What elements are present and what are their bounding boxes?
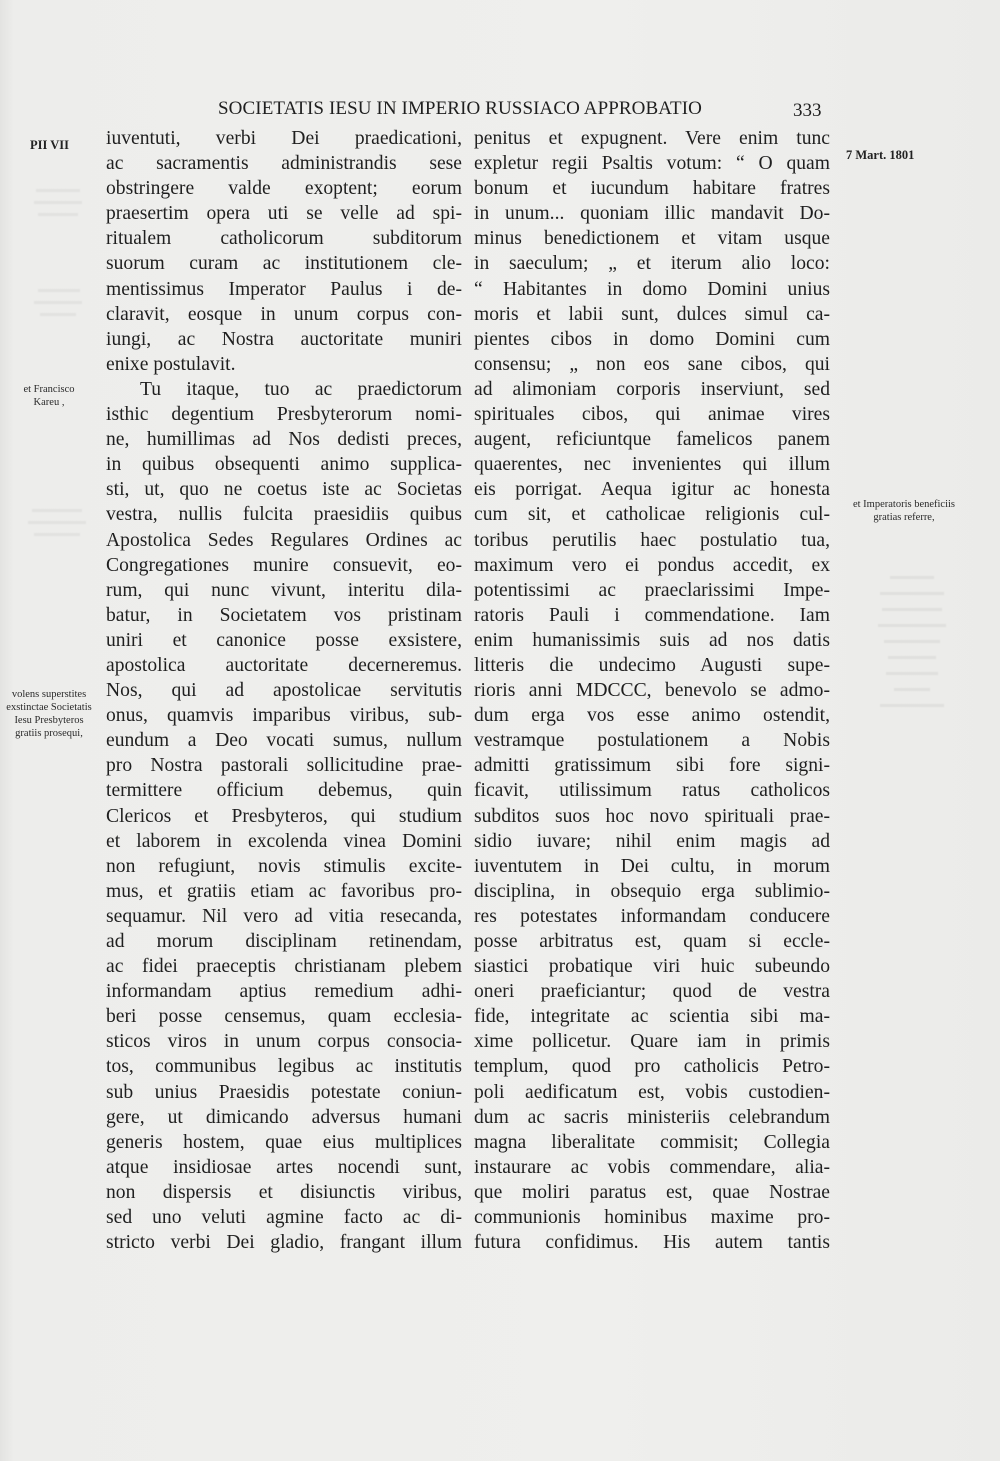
left-margin-head: PII VII — [30, 138, 70, 152]
text-line: litteris die undecimo Augusti supe- — [474, 654, 830, 676]
text-line: sticos viros in unum corpus consocia- — [106, 1031, 462, 1053]
text-line: ad morum disciplinam retinendam, — [106, 931, 462, 952]
margin-note-volens: volens superstites exstinctae Societatis Iesu Presbyteros gratiis prosequi, — [6, 689, 92, 739]
text-line: enim humanissimis suis ad nos datis — [474, 629, 830, 651]
text-line: admitti gratissimum sibi fore signi- — [474, 755, 830, 777]
text-line: uniri et canonice posse exsistere, — [106, 629, 462, 651]
text-line: non dispersis et disiunctis viribus, — [106, 1181, 462, 1203]
text-line: potentissimi ac praeclarissimi Impe- — [474, 579, 830, 601]
text-line: “ Habitantes in domo Domini unius — [474, 278, 830, 300]
text-line: obstringere valde exoptent; eorum — [106, 178, 462, 200]
text-line: Congregationes munire consuevit, eo- — [106, 554, 462, 576]
show-through-mark — [28, 285, 88, 325]
show-through-mark — [872, 570, 952, 740]
text-line: consensu; „ non eos sane cibos, qui — [474, 353, 830, 375]
text-line: dum ac sacris ministeriis celebrandum — [474, 1106, 830, 1128]
text-line: cum sit, et catholicae religionis cul- — [474, 504, 830, 526]
text-line: expletur regii Psaltis votum: “ O quam — [474, 153, 830, 175]
text-line: eundum a Deo vocati sumus, nullum — [106, 730, 462, 752]
text-line: in unum... quoniam illic mandavit Do- — [474, 203, 830, 225]
text-line: eis porrigat. Aequa igitur ac honesta — [474, 479, 830, 501]
text-line: moris et labii sunt, dulces simul ca- — [474, 303, 830, 325]
show-through-mark — [24, 505, 90, 549]
text-line: suorum curam ac institutionem cle- — [106, 253, 462, 275]
right-text-column — [474, 126, 830, 1255]
text-line: spirituales cibos, qui animae vires — [474, 404, 830, 426]
text-line: Tu itaque, tuo ac praedictorum — [140, 378, 462, 400]
text-line: pientes cibos in domo Domini cum — [474, 328, 830, 350]
text-line: enixe postulavit. — [106, 353, 236, 375]
text-line: iungi, ac Nostra auctoritate muniri — [106, 328, 462, 350]
text-line: et laborem in excolenda vinea Domini — [106, 830, 462, 852]
text-line: penitus et expugnent. Vere enim tunc — [474, 128, 830, 149]
text-line: disciplina, in obsequio erga sublimio- — [474, 880, 830, 902]
text-line: mus, et gratiis etiam ac favoribus pro- — [106, 880, 462, 902]
text-line: dum erga vos esse animo ostendit, — [474, 705, 830, 727]
text-line: generis hostem, quae eius multiplices — [106, 1131, 462, 1153]
text-line: minus benedictionem et vitam usque — [474, 228, 830, 250]
text-line: rum, qui nunc vivunt, interitu dila- — [106, 579, 462, 601]
text-line: in saeculum; „ et iterum alio loco: — [474, 253, 830, 275]
text-line: augent, reficiuntque famelicos panem — [474, 429, 830, 451]
text-line: atque insidiosae artes nocendi sunt, — [106, 1156, 462, 1178]
text-line: ratoris Pauli i commendatione. Iam — [474, 604, 830, 626]
text-line: sed uno veluti agmine facto ac di- — [106, 1207, 462, 1229]
text-line: stricto verbi Dei gladio, frangant illum — [106, 1232, 462, 1254]
text-line: vestra, nullis fulcita praesidiis quibus — [106, 504, 462, 526]
text-line: informandam aptius remedium adhi- — [106, 981, 462, 1003]
text-line: ficavit, utilissimum ratus catholicos — [474, 780, 830, 802]
text-line: Apostolica Sedes Regulares Ordines ac — [106, 529, 462, 551]
margin-note-francisco: et Francisco Kareu , — [23, 384, 75, 408]
left-text-column — [106, 126, 462, 1255]
text-line: que moliri paratus est, quae Nostrae — [474, 1181, 830, 1203]
text-line: Nos, qui ad apostolicae servitutis — [106, 680, 462, 702]
text-line: in quibus obsequenti animo supplica- — [106, 454, 462, 476]
text-line: ad alimoniam corporis inserviunt, sed — [474, 378, 830, 400]
text-line: siastici probatique viri huic subeundo — [474, 956, 830, 978]
text-line: tos, communibus legibus ac institutis — [106, 1056, 462, 1078]
running-title: SOCIETATIS IESU IN IMPERIO RUSSIACO APPROBATIO — [218, 98, 702, 119]
text-line: termittere officium debemus, quin — [106, 780, 462, 802]
text-line: vestramque postulationem a Nobis — [474, 730, 830, 752]
text-line: maximum vero ei pondus accedit, ex — [474, 554, 830, 576]
text-line: iuventuti, verbi Dei praedicationi, — [106, 128, 462, 149]
text-line: non refugiunt, novis stimulis excite- — [106, 855, 462, 877]
text-line: fide, integritate ac scientia sibi ma- — [474, 1006, 830, 1028]
text-line: rioris anni MDCCC, benevolo se admo- — [474, 680, 830, 702]
right-margin-head: 7 Mart. 1801 — [846, 148, 915, 162]
text-line: instaurare ac vobis commendare, alia- — [474, 1156, 830, 1178]
text-line: oneri praeficiantur; quod de vestra — [474, 981, 830, 1003]
text-line: iuventutem in Dei cultu, in morum — [474, 855, 830, 877]
text-line: gere, ut dimicando adversus humani — [106, 1106, 462, 1128]
text-line: ac sacramentis administrandis sese — [106, 153, 462, 175]
text-line: claravit, eosque in unum corpus con- — [106, 303, 462, 325]
text-line: praesertim opera uti se velle ad spi- — [106, 203, 462, 225]
text-line: communionis hominibus maxime pro- — [474, 1207, 830, 1229]
text-line: Clericos et Presbyteros, qui studium — [106, 805, 462, 827]
text-line: subditos suos hoc novo spirituali prae- — [474, 805, 830, 827]
text-line: apostolica auctoritate decerneremus. — [106, 654, 462, 676]
text-line: toribus perutilis haec postulatio tua, — [474, 529, 830, 551]
text-line: sequamur. Nil vero ad vitia resecanda, — [106, 905, 462, 927]
text-line: onus, quamvis imparibus viribus, sub- — [106, 705, 462, 727]
text-line: xime pollicetur. Quare iam in primis — [474, 1031, 830, 1053]
text-line: sub unius Praesidis potestate coniun- — [106, 1081, 462, 1103]
text-line: batur, in Societatem vos pristinam — [106, 604, 462, 626]
text-line: pro Nostra pastorali sollicitudine prae- — [106, 755, 462, 777]
text-line: sti, ut, quo ne coetus iste ac Societas — [106, 479, 462, 501]
text-line: futura confidimus. His autem tantis — [474, 1232, 830, 1254]
page-number: 333 — [793, 100, 822, 121]
text-line: templum, quod pro catholicis Petro- — [474, 1056, 830, 1078]
text-line: mentissimus Imperator Paulus i de- — [106, 278, 462, 300]
text-line: ritualem catholicorum subditorum — [106, 228, 462, 250]
text-line: bonum et iucundum habitare fratres — [474, 178, 830, 200]
text-line: posse arbitratus est, quam si eccle- — [474, 931, 830, 952]
text-line: sidio iuvare; nihil enim magis ad — [474, 830, 830, 852]
text-line: quaerentes, nec invenientes qui illum — [474, 454, 830, 476]
text-line: poli aedificatum est, vobis custodien- — [474, 1081, 830, 1103]
text-line: isthic degentium Presbyterorum nomi- — [106, 404, 462, 426]
text-line: beri posse censemus, quam ecclesia- — [106, 1006, 462, 1028]
show-through-mark — [28, 185, 88, 225]
text-line: ac fidei praeceptis christianam plebem — [106, 956, 462, 978]
text-line: magna liberalitate commisit; Collegia — [474, 1131, 830, 1153]
margin-note-imperatoris: et Imperatoris beneficiis gratias referre, — [852, 499, 956, 523]
text-line: res potestates informandam conducere — [474, 905, 830, 927]
text-line: ne, humillimas ad Nos dedisti preces, — [106, 429, 462, 451]
